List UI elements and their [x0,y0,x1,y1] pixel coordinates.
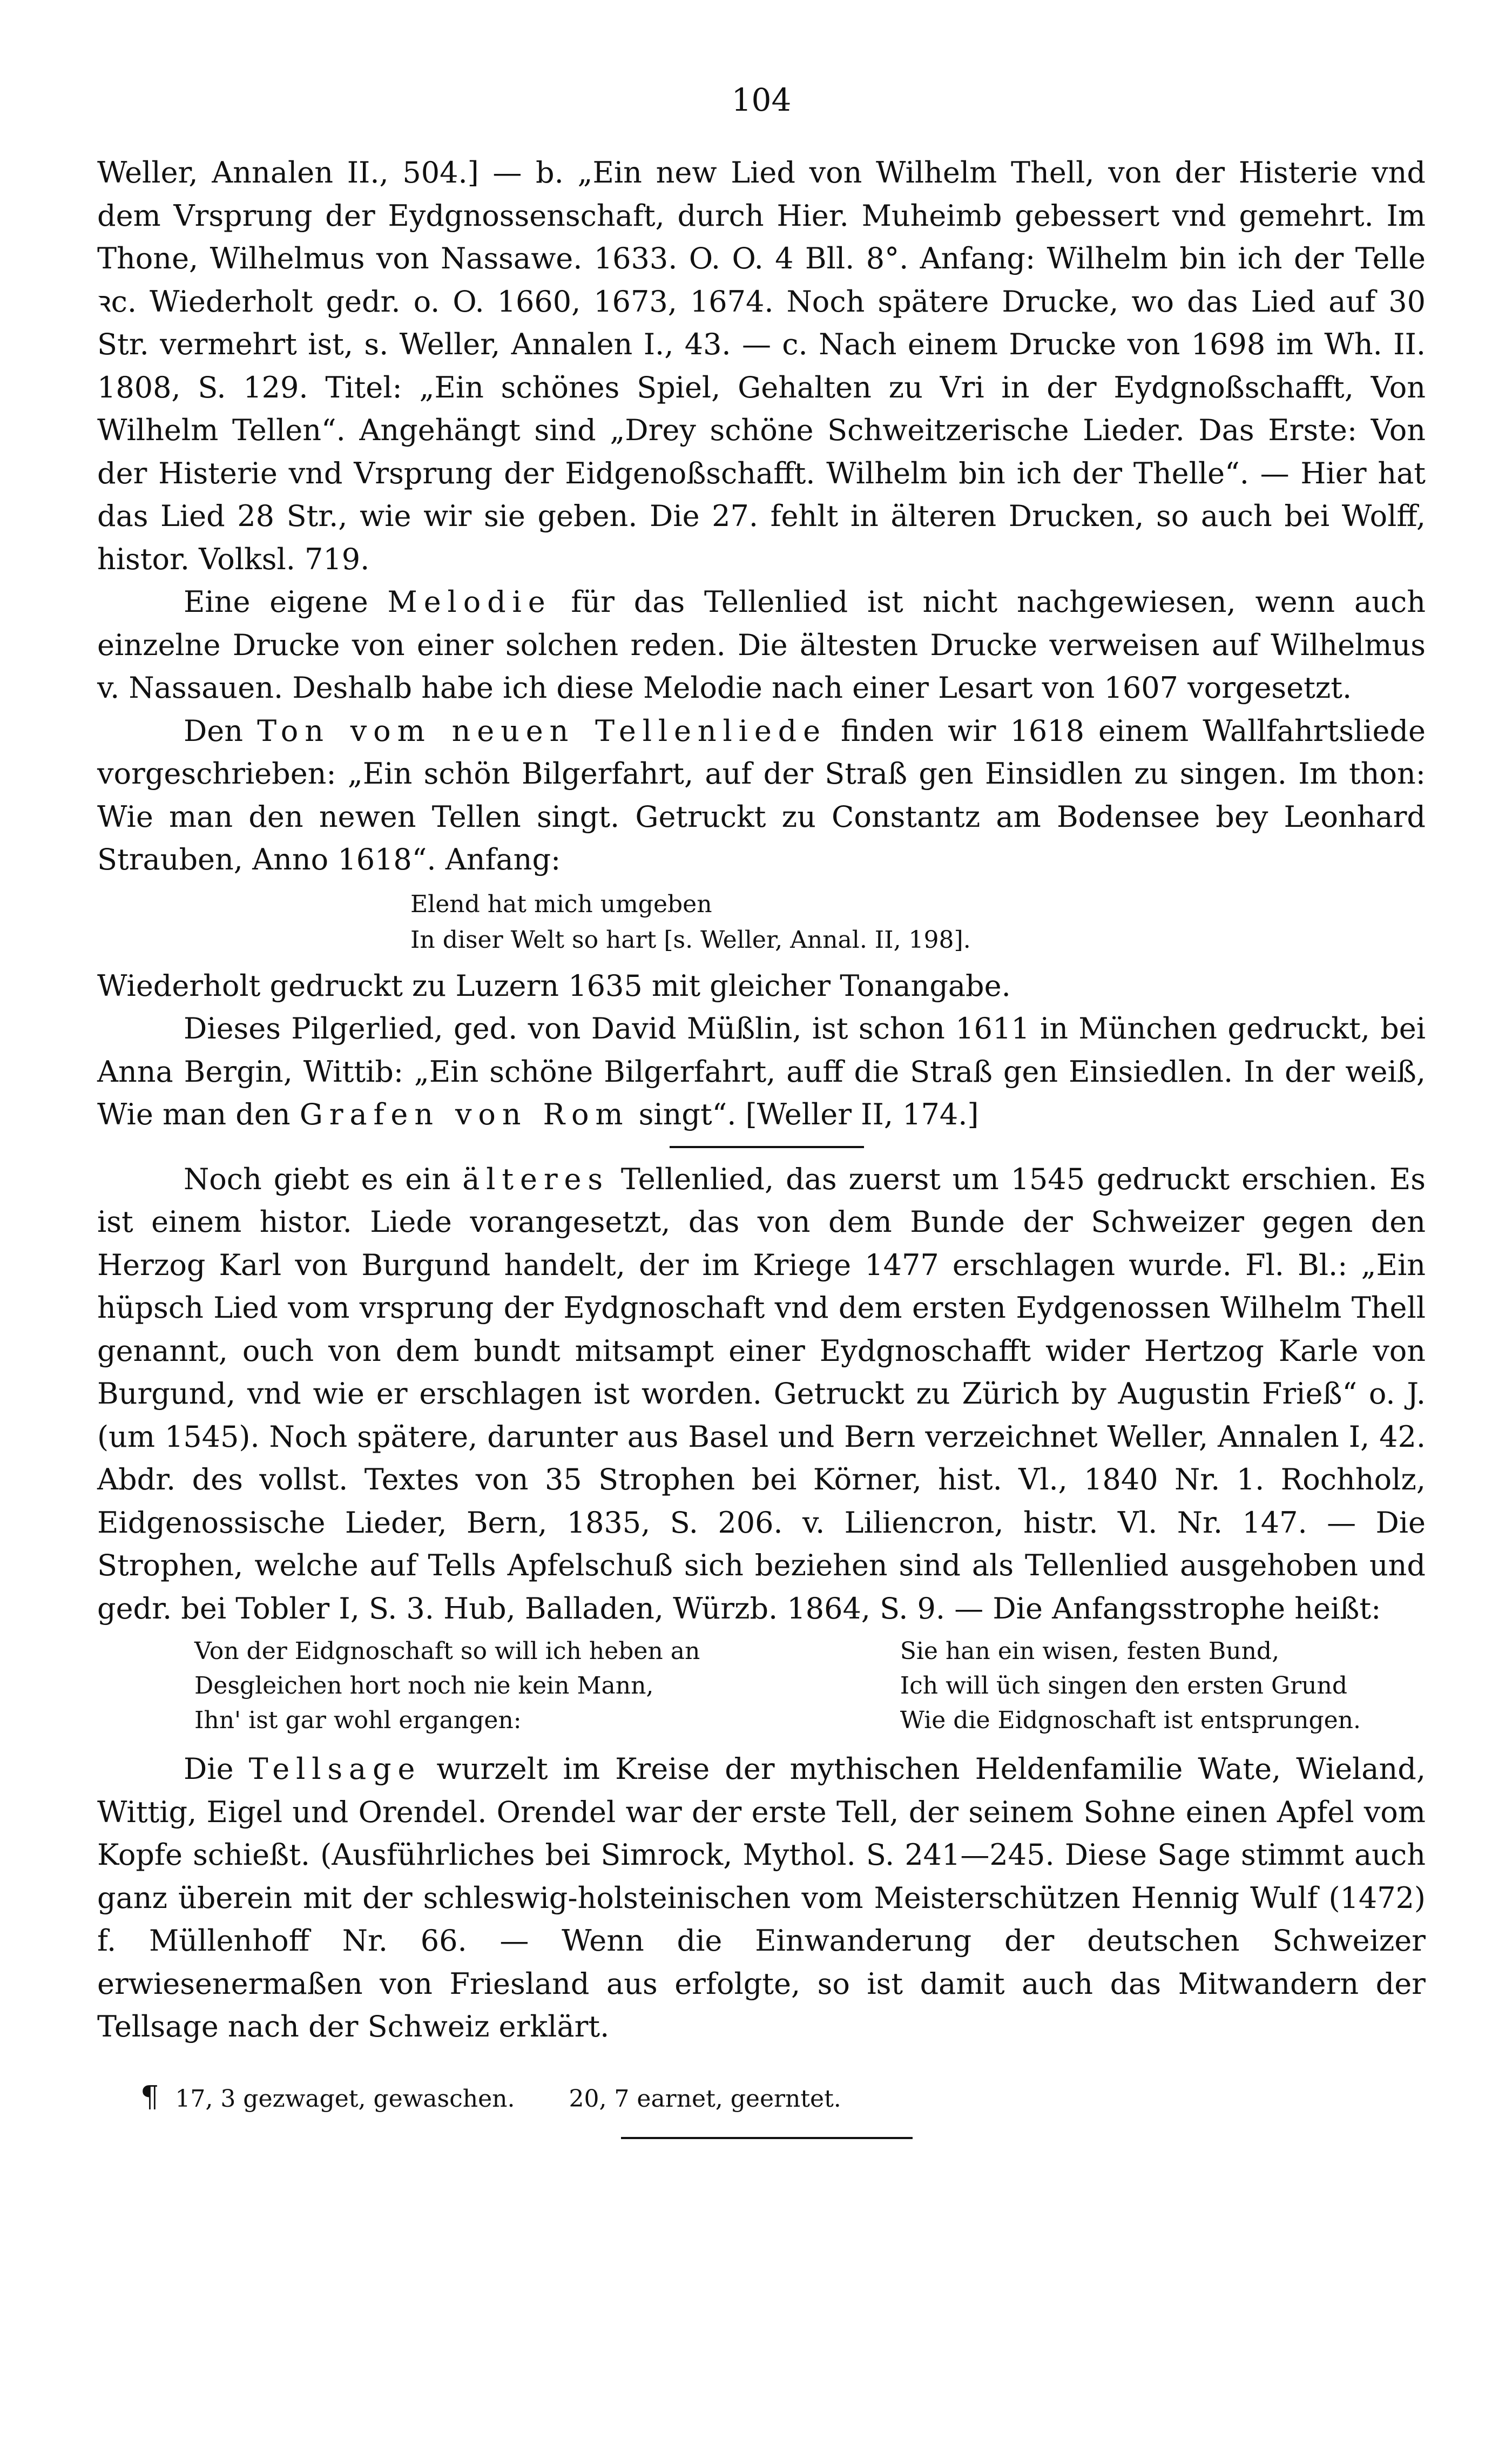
verse-stanza [97,1634,1426,1738]
paragraph-sources-text: Weller, Annalen II., 504.] — b. „Ein new Lied von Wilhelm Thell, von der Histerie vnd dem Vrsprung der Eydgnossenschaft, durch Hier. Muheimb gebessert vnd gemehrt. Im Thone, Wilhelmus von Nassawe. 1633. O. O. 4 Bll. 8°. Anfang: Wilhelm bin ich der Telle ꝛc. Wiederholt gedr. o. O. 1660, 1673, 1674. Noch spätere Drucke, wo das Lied auf 30 Str. vermehrt ist, s. Weller, Annalen I., 43. — c. Nach einem Drucke von 1698 im Wh. II. 1808, S. 129. Titel: „Ein schönes Spiel, Gehalten zu Vri in der Eydgnoßschafft, Von Wilhelm Tellen“. Angehängt sind „Drey schöne Schweitzerische Lieder. Das Erste: Von der Histerie vnd Vrsprung der Eidgenoßschafft. Wilhelm bin ich der Thelle“. — Hier hat das Lied 28 Str., wie wir sie geben. Die 27. fehlt in älteren Drucken, so auch bei Wolff, histor. Volksl. 719. [97,156,1426,576]
verse-right-line: Ich will üch singen den ersten Grund [900,1672,1348,1700]
paragraph-melodie-spaced: Melodie [387,585,552,619]
footnote-1: 17, 3 gezwaget, gewaschen. [175,2085,515,2113]
paragraph-pilgerlied-pre: Dieses Pilgerlied, ged. von David Müßlin, ist schon 1611 in München gedruckt, bei Anna Bergin, Wittib: „Ein schöne Bilgerfahrt, auff die Straß gen Einsiedlen. In der weiß, Wie man den [97,1011,1426,1131]
verse-right-line: Wie die Eidgnoschaft ist entsprungen. [900,1707,1361,1734]
paragraph-luzern-text: Wiederholt gedruckt zu Luzern 1635 mit gleicher Tonangabe. [97,968,1011,1003]
verse-left-line: Ihn' ist gar wohl ergangen: [194,1707,522,1734]
paragraph-sources [97,151,1426,581]
paragraph-melodie-pre: Eine eigene [184,585,388,619]
paragraph-ton-pre: Den [184,713,258,748]
quote-block [97,887,1426,958]
paragraph-aelteres-pre: Noch giebt es ein [184,1162,463,1196]
paragraph-aelteres-post: Tellenlied, das zuerst um 1545 gedruckt erschien. Es ist einem histor. Liede vorangesetzt, das von dem Bunde der Schweizer gegen den Herzog Karl von Burgund handelt, der im Kriege 1477 erschlagen wurde. Fl. Bl.: „Ein hüpsch Lied vom vrsprung der Eydgnoschaft vnd dem ersten Eydgenossen Wilhelm Thell genannt, ouch von dem bundt mitsampt einer Eydgnoschafft wider Hertzog Karle von Burgund, vnd wie er erschlagen ist worden. Getruckt zu Zürich by Augustin Frieß“ o. J. (um 1545). Noch spätere, darunter aus Basel und Bern verzeichnet Weller, Annalen I, 42. Abdr. des vollst. Textes von 35 Strophen bei Körner, hist. Vl., 1840 Nr. 1. Rochholz, Eidgenossische Lieder, Bern, 1835, S. 206. v. Liliencron, histr. Vl. Nr. 147. — Die Strophen, welche auf Tells Apfelschuß sich beziehen sind als Tellenlied ausgehoben und gedr. bei Tobler I, S. 3. Hub, Balladen, Würzb. 1864, S. 9. — Die Anfangsstrophe heißt: [97,1162,1426,1626]
paragraph-pilgerlied-spaced: Grafen von Rom [299,1097,630,1131]
verse-right-column [900,1634,1361,1738]
section-divider [670,1146,864,1148]
paragraph-tellsage-spaced: Tellsage [248,1752,422,1786]
paragraph-pilgerlied [97,1007,1426,1136]
paragraph-pilgerlied-post: singt“. [Weller II, 174.] [629,1097,979,1131]
verse-left-column [194,1634,700,1738]
paragraph-tellsage [97,1748,1426,2048]
paragraph-melodie-post: für das Tellenlied ist nicht nachgewiesen, wenn auch einzelne Drucke von einer solchen reden. Die ältesten Drucke verweisen auf Wilhelmus v. Nassauen. Deshalb habe ich diese Melodie nach einer Lesart von 1607 vorgesetzt. [97,585,1426,705]
quote-line-2: In diser Welt so hart [s. Weller, Annal. II, 198]. [410,926,971,954]
verse-right-line: Sie han ein wisen, festen Bund, [900,1637,1280,1665]
page-number: 104 [731,82,792,118]
pilcrow-icon: ¶ [140,2079,159,2114]
paragraph-aelteres-spaced: älteres [462,1162,609,1196]
footnotes [97,2081,1426,2115]
paragraph-aelteres [97,1158,1426,1630]
paragraph-tellsage-pre: Die [184,1752,249,1786]
bottom-divider [621,2137,913,2139]
book-page [97,81,1426,2139]
paragraph-luzern [97,965,1426,1008]
verse-left-line: Von der Eidgnoschaft so will ich heben an [194,1637,700,1665]
quote-line-1: Elend hat mich umgeben [410,890,712,918]
paragraph-tellsage-post: wurzelt im Kreise der mythischen Heldenfamilie Wate, Wieland, Wittig, Eigel und Orendel. Orendel war der erste Tell, der seinem Sohne einen Apfel vom Kopfe schießt. (Ausführliches bei Simrock, Mythol. S. 241—245. Diese Sage stimmt auch ganz überein mit der schleswig-holsteinischen vom Meisterschützen Hennig Wulf (1472) f. Müllenhoff Nr. 66. — Wenn die Einwanderung der deutschen Schweizer erwiesenermaßen von Friesland aus erfolgte, so ist damit auch das Mitwandern der Tellsage nach der Schweiz erklärt. [97,1752,1426,2044]
paragraph-melodie [97,581,1426,710]
paragraph-ton-spaced: Ton vom neuen Tellenliede [257,713,827,748]
verse-left-line: Desgleichen hort noch nie kein Mann, [194,1672,654,1700]
footnote-2: 20, 7 earnet, geerntet. [569,2085,841,2113]
paragraph-ton-post: finden wir 1618 einem Wallfahrtsliede vorgeschrieben: „Ein schön Bilgerfahrt, auf der Straß gen Einsidlen zu singen. Im thon: Wie man den newen Tellen singt. Getruckt zu Constantz am Bodensee bey Leonhard Strauben, Anno 1618“. Anfang: [97,713,1426,876]
paragraph-ton [97,710,1426,881]
